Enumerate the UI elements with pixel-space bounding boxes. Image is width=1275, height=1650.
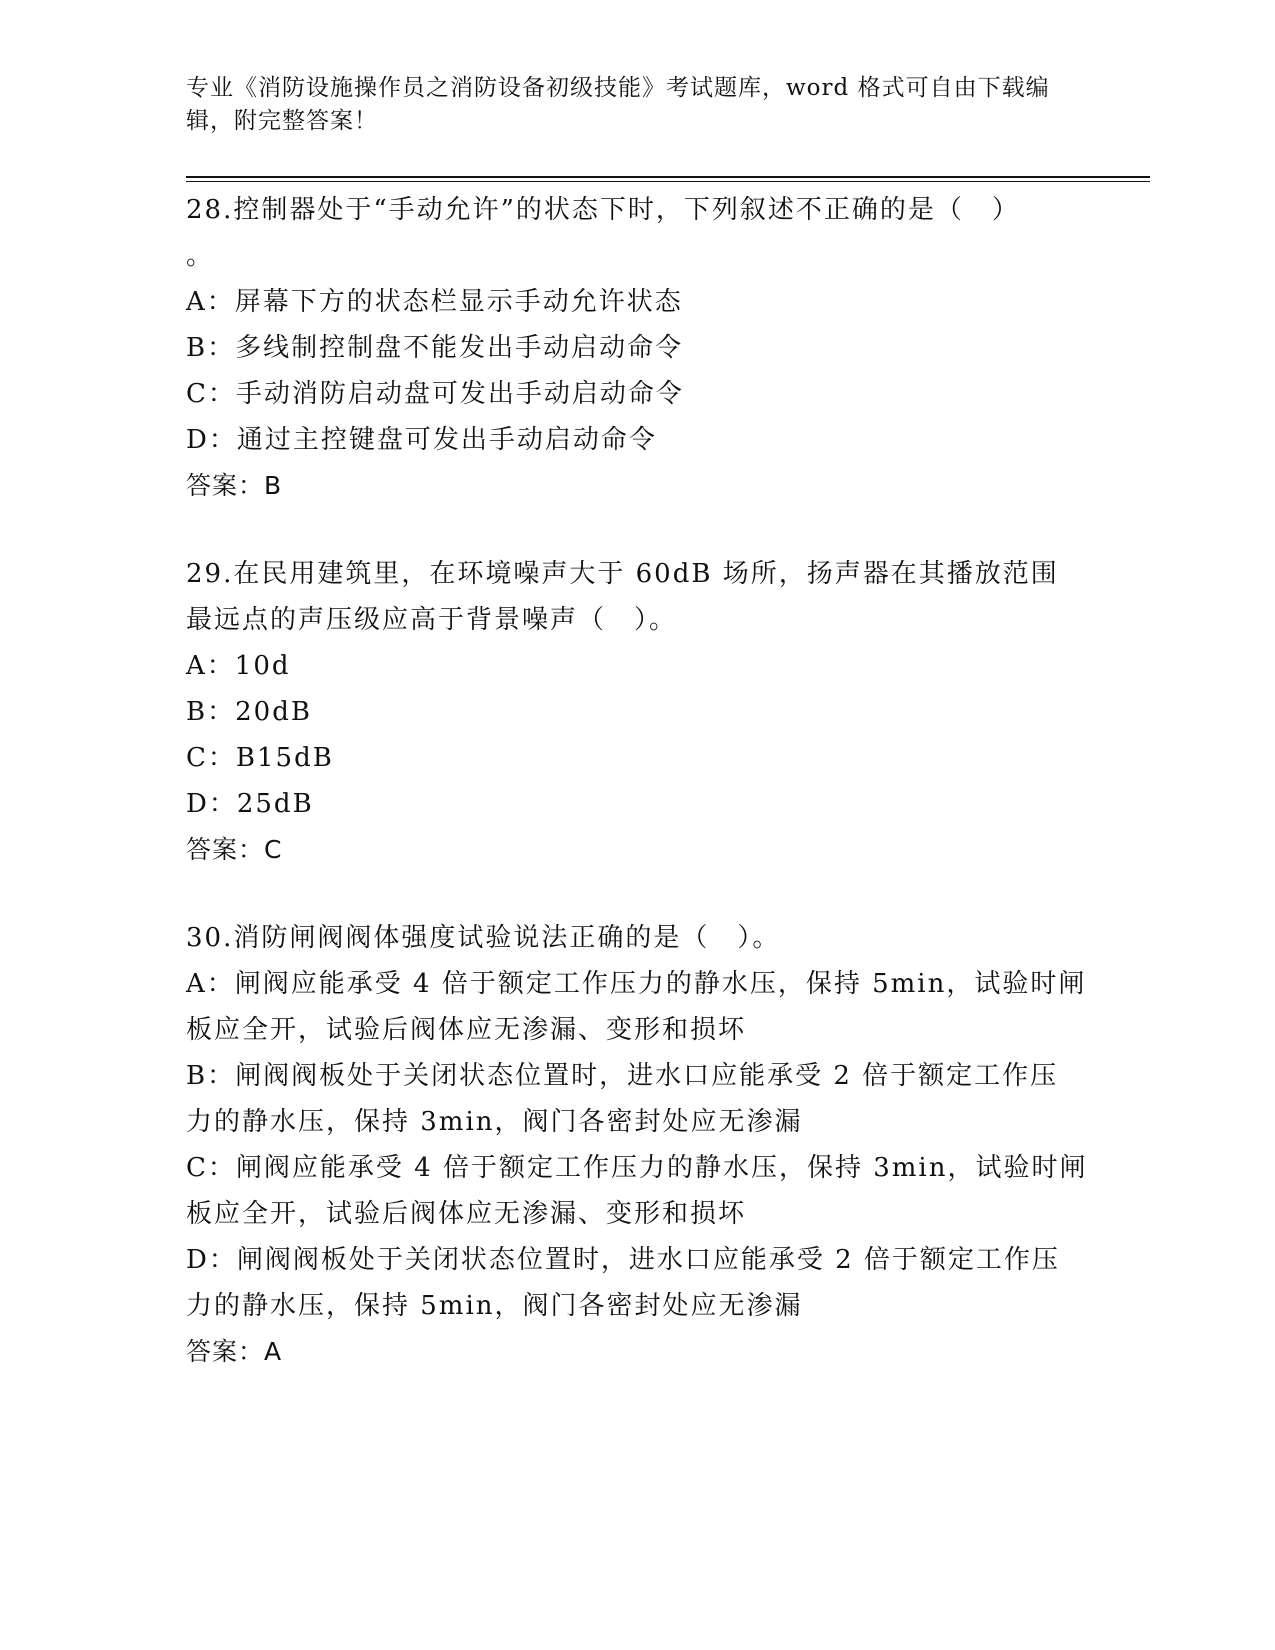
answer: 答案：B <box>186 471 283 500</box>
option-a: A：屏幕下方的状态栏显示手动允许状态 <box>186 287 683 317</box>
question-stem-continued: 最远点的声压级应高于背景噪声（ ）。 <box>186 605 678 635</box>
question-29 <box>186 551 1086 873</box>
option-c-continued: 板应全开，试验后阀体应无渗漏、变形和损坏 <box>186 1199 747 1229</box>
option-b: B：闸阀阀板处于关闭状态位置时，进水口应能承受 2 倍于额定工作压 <box>186 1061 1059 1091</box>
option-a-continued: 板应全开，试验后阀体应无渗漏、变形和损坏 <box>186 1015 747 1045</box>
question-stem: 29.在民用建筑里，在环境噪声大于 60dB 场所，扬声器在其播放范围 <box>186 559 1059 589</box>
question-30 <box>186 915 1086 1375</box>
option-d-continued: 力的静水压，保持 5min，阀门各密封处应无渗漏 <box>186 1291 803 1321</box>
answer: 答案：A <box>186 1337 283 1366</box>
option-d: D：25dB <box>186 789 314 819</box>
header-divider <box>186 176 1150 178</box>
question-stem: 28.控制器处于“手动允许”的状态下时，下列叙述不正确的是（ ） <box>186 195 1020 225</box>
question-28 <box>186 187 1086 509</box>
header-line: 辑，附完整答案！ <box>186 108 378 134</box>
question-stem: 30.消防闸阀阀体强度试验说法正确的是（ ）。 <box>186 923 781 953</box>
option-c: C：B15dB <box>186 743 334 773</box>
option-c: C：手动消防启动盘可发出手动启动命令 <box>186 379 684 409</box>
question-stem-continued: 。 <box>186 241 215 271</box>
option-b: B：20dB <box>186 697 312 727</box>
option-b: B：多线制控制盘不能发出手动启动命令 <box>186 333 684 363</box>
header-divider-thin <box>186 181 1150 182</box>
document-header <box>186 72 1086 138</box>
option-a: A：10d <box>186 651 291 681</box>
option-b-continued: 力的静水压，保持 3min，阀门各密封处应无渗漏 <box>186 1107 803 1137</box>
header-line: 专业《消防设施操作员之消防设备初级技能》考试题库，word 格式可自由下载编 <box>186 75 1050 101</box>
option-d: D：闸阀阀板处于关闭状态位置时，进水口应能承受 2 倍于额定工作压 <box>186 1245 1060 1275</box>
option-a: A：闸阀应能承受 4 倍于额定工作压力的静水压，保持 5min，试验时闸 <box>186 969 1087 999</box>
option-c: C：闸阀应能承受 4 倍于额定工作压力的静水压，保持 3min，试验时闸 <box>186 1153 1088 1183</box>
answer: 答案：C <box>186 835 283 864</box>
option-d: D：通过主控键盘可发出手动启动命令 <box>186 425 657 455</box>
